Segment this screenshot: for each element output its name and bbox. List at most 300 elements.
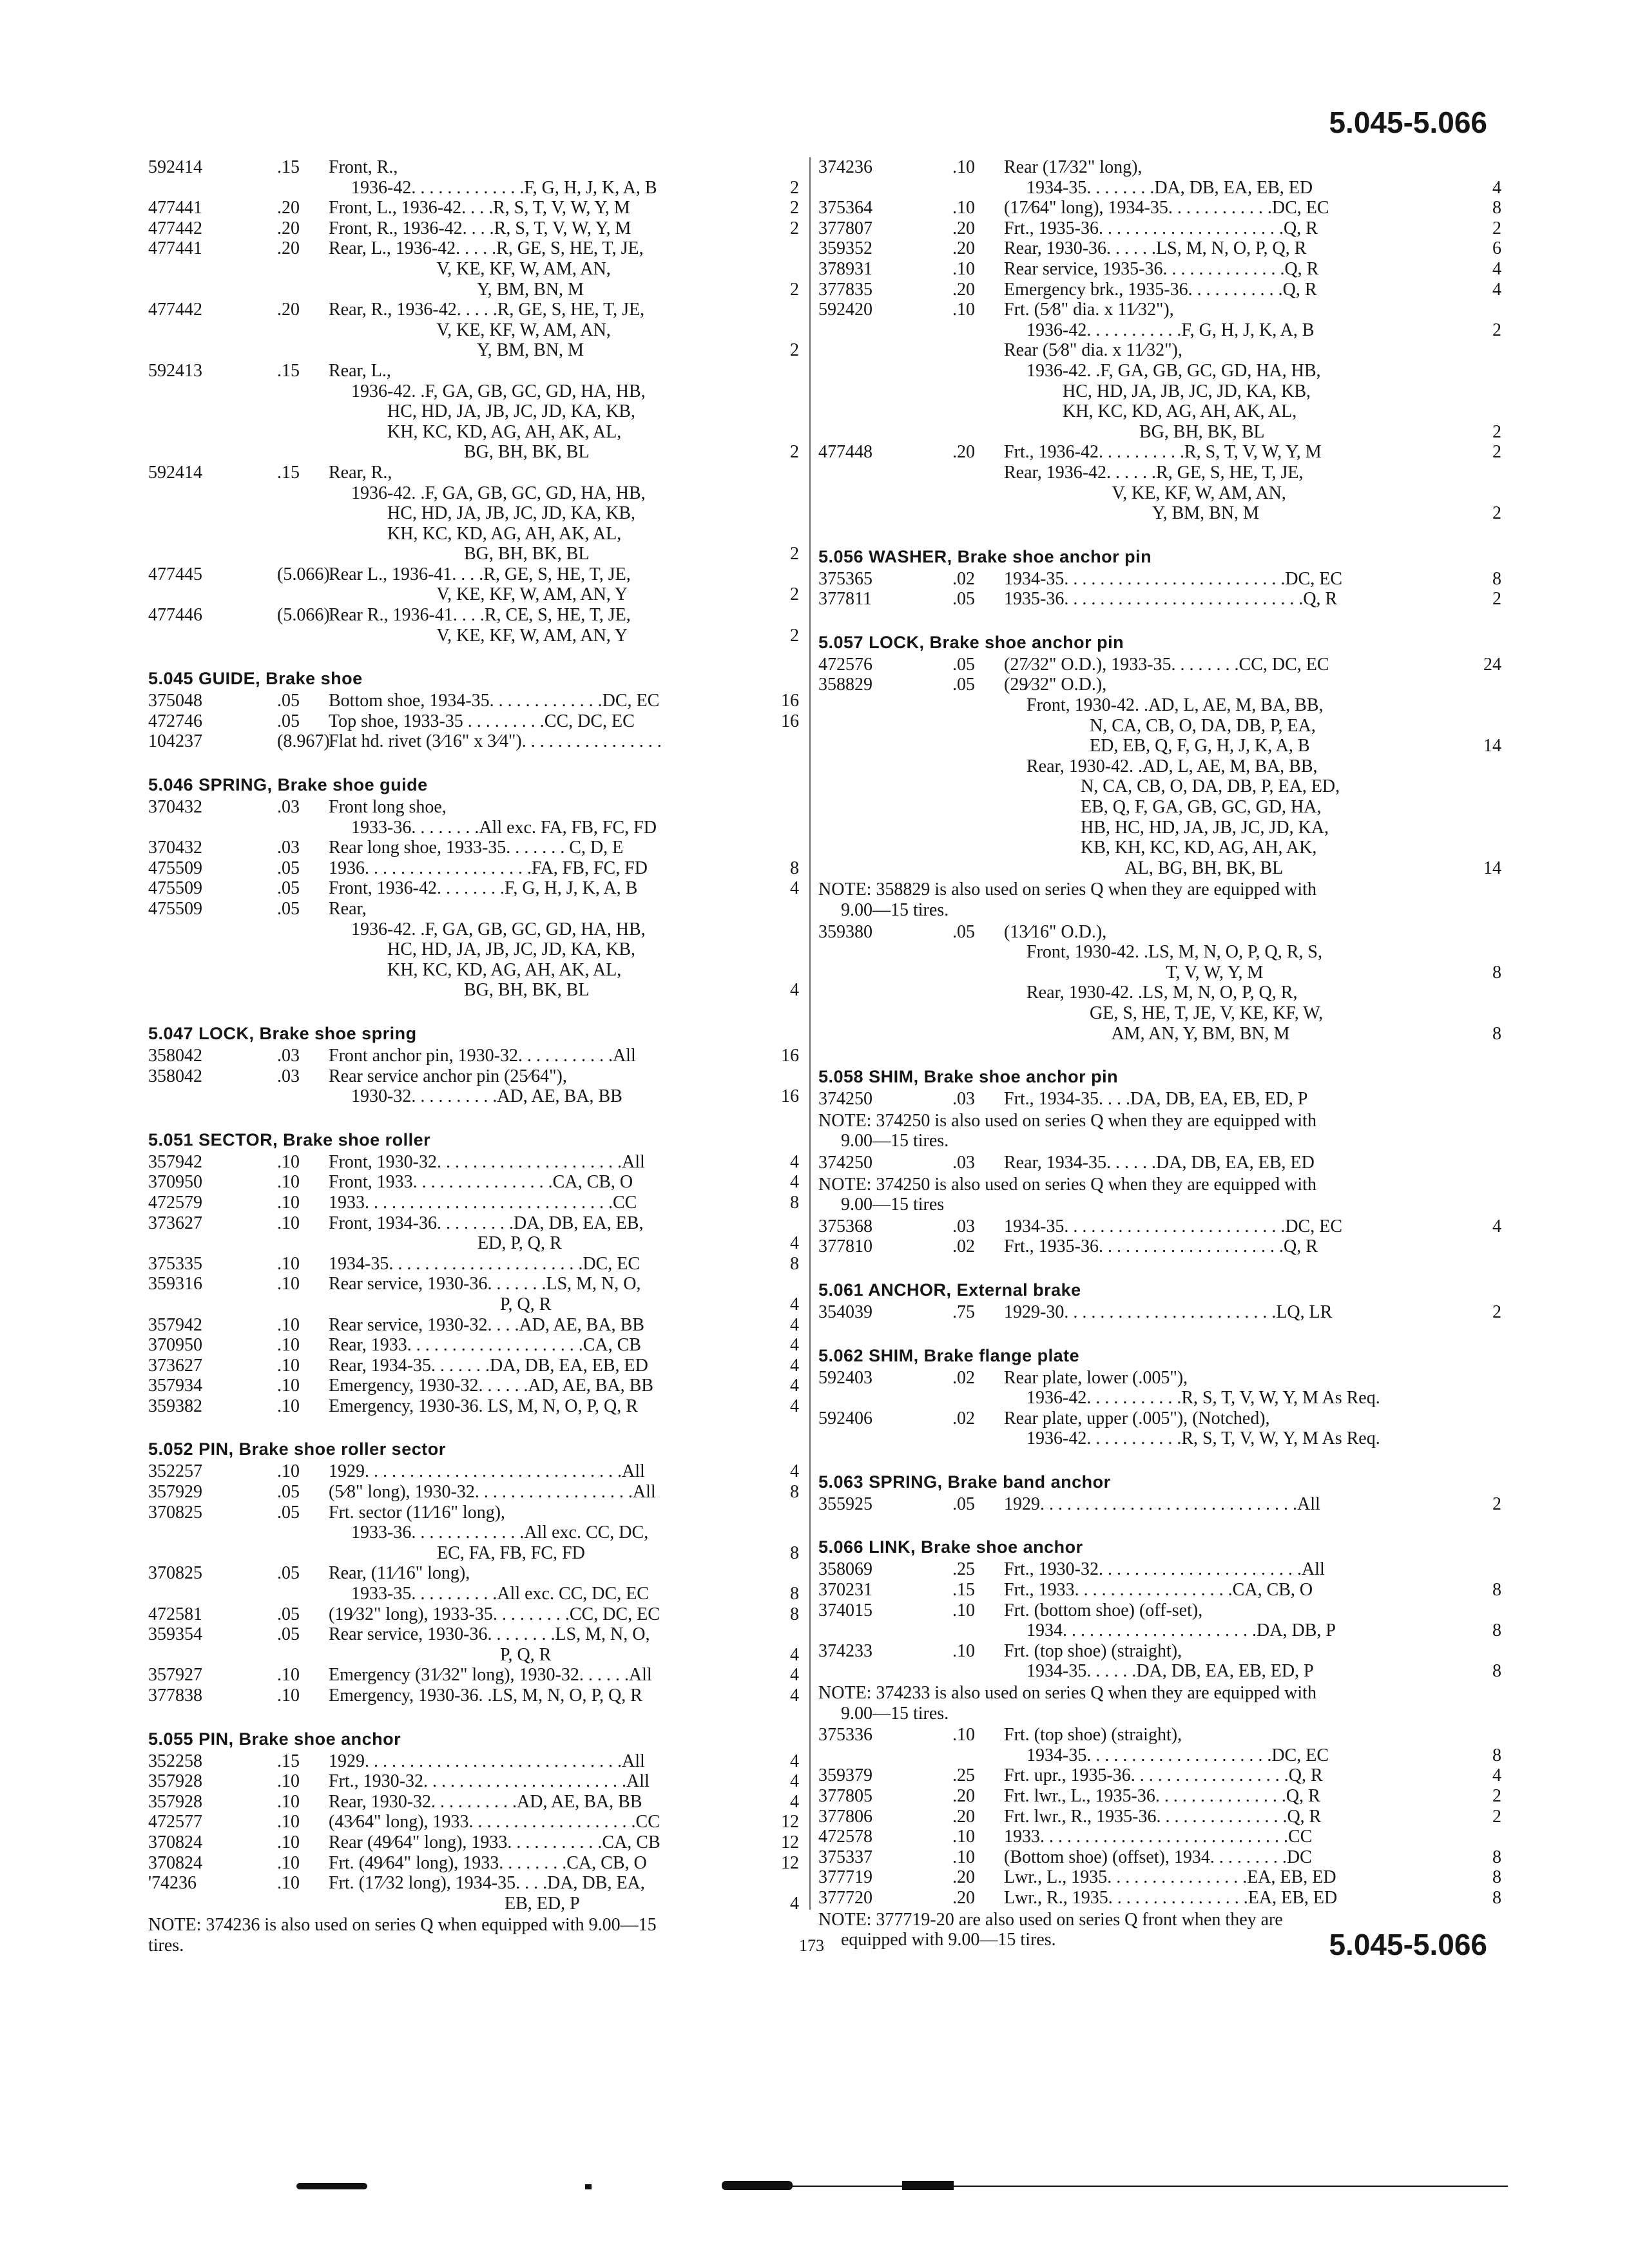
section-title: 5.051 SECTOR, Brake shoe roller	[148, 1129, 431, 1149]
part-row	[148, 858, 799, 879]
part-price: .05	[277, 1502, 300, 1523]
part-price: .10	[277, 1665, 300, 1686]
part-row	[818, 1216, 1501, 1237]
part-row	[148, 1172, 799, 1193]
part-quantity: 4	[1492, 258, 1501, 279]
part-description: Rear, 1930-42. .LS, M, N, O, P, Q, R, GE, S, HE, T, JE, V, KE, KF, W, AM, AN, Y, BM, BN, M	[1027, 983, 1324, 1044]
part-price: .10	[952, 1600, 975, 1620]
part-row	[148, 1771, 799, 1792]
part-row	[148, 838, 799, 858]
part-number: 477441	[148, 198, 202, 218]
part-price: .10	[952, 157, 975, 177]
part-price: .03	[277, 838, 300, 858]
part-quantity: 4	[790, 1686, 799, 1706]
part-description: Rear, R., 1936-42. . . . .R, GE, S, HE, T, JE, V, KE, KF, W, AM, AN, Y, BM, BN, M	[329, 300, 645, 361]
part-price: .05	[277, 1482, 300, 1503]
section-title: 5.045 GUIDE, Brake shoe	[148, 669, 363, 689]
part-row	[148, 157, 799, 198]
parts-section	[818, 1279, 1501, 1323]
part-number: 104237	[148, 731, 202, 752]
part-number: 378931	[818, 258, 872, 279]
part-price: .05	[952, 1494, 975, 1514]
part-number: 472578	[818, 1827, 872, 1847]
part-row	[818, 655, 1501, 675]
part-quantity: 14	[1483, 736, 1501, 756]
part-description: Lwr., R., 1935. . . . . . . . . . . . . . . .EA, EB, ED	[1004, 1887, 1338, 1908]
part-number: 374250	[818, 1089, 872, 1110]
part-price: .02	[952, 1236, 975, 1257]
part-row	[818, 1807, 1501, 1827]
part-quantity: 4	[790, 1644, 799, 1665]
part-quantity: 2	[790, 442, 799, 463]
part-description: Rear, L., 1936-42. .F, GA, GB, GC, GD, HA, HB, HC, HD, JA, JB, JC, JD, KA, KB, KH, KC, KD, AG, AH, AK, AL, BG, BH, BK, BL	[329, 360, 646, 463]
part-row	[148, 1335, 799, 1356]
part-quantity: 8	[790, 1482, 799, 1503]
part-number: 359380	[818, 921, 872, 942]
section-title: 5.056 WASHER, Brake shoe anchor pin	[818, 546, 1152, 566]
part-quantity: 4	[790, 1314, 799, 1335]
page-range-header: 5.045-5.066	[1329, 106, 1487, 139]
part-description: (27⁄32" O.D.), 1933-35. . . . . . . .CC, DC, EC	[1004, 654, 1329, 675]
part-quantity: 8	[1492, 1867, 1501, 1888]
part-quantity: 4	[1492, 1765, 1501, 1786]
part-number: 359379	[818, 1765, 872, 1786]
part-number: 357928	[148, 1771, 202, 1792]
part-number: 358069	[818, 1559, 872, 1580]
part-quantity: 14	[1483, 858, 1501, 878]
part-description: 1935-36. . . . . . . . . . . . . . . . . . . . . . . . . . .Q, R	[1004, 589, 1338, 610]
part-quantity: 4	[790, 1233, 799, 1254]
part-number: 375365	[818, 568, 872, 589]
part-number: 373627	[148, 1213, 202, 1233]
part-row	[148, 1812, 799, 1832]
part-quantity: 2	[1492, 218, 1501, 238]
part-quantity: 12	[781, 1812, 799, 1832]
part-quantity: 16	[781, 1086, 799, 1107]
part-quantity: 4	[790, 1665, 799, 1686]
part-row	[818, 1368, 1501, 1408]
column-divider	[809, 157, 811, 1910]
part-number: 377811	[818, 589, 872, 610]
part-description: Rear, L., 1936-42. . . . .R, GE, S, HE, T, JE, V, KE, KF, W, AM, AN, Y, BM, BN, M	[329, 238, 644, 300]
part-quantity: 16	[781, 711, 799, 731]
part-row	[818, 238, 1501, 259]
part-row	[818, 1408, 1501, 1449]
section-title: 5.057 LOCK, Brake shoe anchor pin	[818, 632, 1124, 652]
scan-mark	[954, 2186, 1508, 2187]
part-row	[148, 878, 799, 899]
part-price: .03	[952, 1152, 975, 1173]
part-price: (5.066)	[277, 605, 330, 626]
scan-mark	[296, 2183, 367, 2189]
part-price: (5.066)	[277, 564, 330, 584]
part-price: .10	[277, 1461, 300, 1482]
section-title: 5.063 SPRING, Brake band anchor	[818, 1472, 1111, 1492]
part-row	[818, 157, 1501, 198]
part-number: 477442	[148, 300, 202, 320]
page-number: 173	[799, 1936, 824, 1955]
part-quantity: 8	[790, 1604, 799, 1624]
part-quantity: 2	[790, 584, 799, 605]
part-number: 475509	[148, 858, 202, 878]
part-price: .20	[952, 279, 975, 300]
parts-section	[148, 668, 799, 752]
part-price: .20	[277, 300, 300, 320]
parts-section	[148, 1438, 799, 1706]
parts-section	[818, 631, 1501, 1044]
part-quantity: 2	[1492, 1806, 1501, 1827]
part-number: 475509	[148, 899, 202, 919]
part-quantity: 4	[1492, 1216, 1501, 1236]
part-description: Rear service, 1930-36. . . . . . .LS, M, N, O, P, Q, R	[329, 1274, 641, 1314]
part-description: Rear, 1936-42. . . . . .R, GE, S, HE, T, JE, V, KE, KF, W, AM, AN, Y, BM, BN, M	[1004, 462, 1304, 524]
part-quantity: 4	[790, 1791, 799, 1812]
part-number: 355925	[818, 1494, 872, 1514]
part-price: .03	[277, 797, 300, 818]
part-quantity: 12	[781, 1852, 799, 1873]
part-description: Rear, 1936-42. .F, GA, GB, GC, GD, HA, HB, HC, HD, JA, JB, JC, JD, KA, KB, KH, KC, KD, AG, AH, AK, AL, BG, BH, BK, BL	[329, 899, 646, 1001]
part-price: .10	[277, 1314, 300, 1335]
part-row	[818, 922, 1501, 983]
part-row	[818, 442, 1501, 463]
part-description: Rear, R., 1936-42. .F, GA, GB, GC, GD, HA, HB, HC, HD, JA, JB, JC, JD, KA, KB, KH, KC, KD, AG, AH, AK, AL, BG, BH, BK, BL	[329, 462, 646, 564]
part-price: (8.967)	[277, 731, 330, 752]
part-row	[148, 1503, 799, 1564]
part-number: 357929	[148, 1482, 202, 1503]
part-number: 592420	[818, 300, 872, 320]
part-price: .05	[952, 675, 975, 695]
part-quantity: 8	[1492, 962, 1501, 983]
part-description: Front, 1934-36. . . . . . . . .DA, DB, EA, EB, ED, P, Q, R	[329, 1213, 644, 1254]
part-number: 377835	[818, 279, 872, 300]
part-row	[148, 1396, 799, 1417]
part-number: 370825	[148, 1563, 202, 1584]
part-description: Frt., 1936-42. . . . . . . . . .R, S, T, V, W, Y, M	[1004, 442, 1322, 463]
part-description: (13⁄16" O.D.), Front, 1930-42. .LS, M, N, O, P, Q, R, S, T, V, W, Y, M	[1004, 921, 1322, 983]
part-quantity: 8	[1492, 198, 1501, 218]
part-price: .10	[952, 1725, 975, 1745]
part-number: 472579	[148, 1192, 202, 1213]
section-note: NOTE: 374236 is also used on series Q when equipped with 9.00—15 tires.	[148, 1915, 657, 1956]
part-row	[148, 1832, 799, 1853]
part-description: 1929. . . . . . . . . . . . . . . . . . . . . . . . . . . . .All	[1004, 1494, 1320, 1514]
part-row	[148, 797, 799, 838]
part-number: 472746	[148, 711, 202, 731]
part-quantity: 8	[790, 1542, 799, 1563]
parts-section	[818, 1345, 1501, 1449]
part-row	[148, 1853, 799, 1874]
part-description: (29⁄32" O.D.), Front, 1930-42. .AD, L, AE, M, BA, BB, N, CA, CB, O, DA, DB, P, EA, ED, EB, Q, F, G, H, J, K, A, B	[1004, 675, 1324, 756]
part-price: .05	[277, 858, 300, 878]
part-price: .15	[277, 1751, 300, 1771]
part-description: Front anchor pin, 1930-32. . . . . . . . . . .All	[329, 1045, 636, 1066]
part-quantity: 16	[781, 1045, 799, 1066]
part-row	[148, 691, 799, 711]
part-quantity: 4	[790, 1172, 799, 1193]
part-price: .10	[952, 1827, 975, 1847]
part-quantity: 8	[1492, 1847, 1501, 1867]
section-title: 5.058 SHIM, Brake shoe anchor pin	[818, 1067, 1119, 1087]
part-description: 1933. . . . . . . . . . . . . . . . . . . . . . . . . . . .CC	[1004, 1827, 1313, 1847]
part-description: Rear (5⁄8" dia. x 11⁄32"), 1936-42. .F, GA, GB, GC, GD, HA, HB, HC, HD, JA, JB, JC, JD, KA, KB, KH, KC, KD, AG, AH, AK, AL, BG, BH, BK, BL	[1004, 340, 1321, 442]
right-column	[818, 157, 1501, 1952]
part-row	[148, 463, 799, 564]
part-quantity: 2	[790, 177, 799, 198]
part-price: .10	[277, 1832, 300, 1852]
part-price: .10	[277, 1812, 300, 1832]
part-number: 358042	[148, 1066, 202, 1086]
part-number: 375048	[148, 691, 202, 711]
parts-section	[148, 774, 799, 1001]
part-number: 477441	[148, 238, 202, 259]
part-description: 1934-35. . . . . . . . . . . . . . . . . . . . . . . . .DC, EC	[1004, 568, 1342, 589]
part-quantity: 4	[1492, 177, 1501, 198]
part-row	[818, 463, 1501, 524]
part-row	[818, 340, 1501, 442]
part-number: 377838	[148, 1686, 202, 1706]
part-row	[148, 1274, 799, 1314]
part-row	[818, 1786, 1501, 1807]
section-title: 5.055 PIN, Brake shoe anchor	[148, 1729, 401, 1749]
part-description: Front, R., 1936-42. . . . . . . . . . . . .F, G, H, J, K, A, B	[329, 157, 657, 198]
part-row	[818, 1847, 1501, 1868]
part-number: 370824	[148, 1852, 202, 1873]
part-price: .20	[277, 238, 300, 259]
part-row	[818, 1302, 1501, 1323]
part-quantity: 24	[1483, 654, 1501, 675]
part-row	[148, 1356, 799, 1376]
part-row	[148, 361, 799, 463]
part-description: 1934-35. . . . . . . . . . . . . . . . . . . . . . . . .DC, EC	[1004, 1216, 1342, 1236]
part-description: Rear service, 1930-32. . . .AD, AE, BA, BB	[329, 1314, 644, 1335]
part-number: 377810	[818, 1236, 872, 1257]
part-number: 375336	[818, 1725, 872, 1745]
part-row	[148, 1792, 799, 1812]
part-quantity: 2	[1492, 1494, 1501, 1514]
part-price: .10	[277, 1253, 300, 1274]
part-price: .15	[952, 1580, 975, 1600]
parts-section	[818, 546, 1501, 610]
part-quantity: 8	[790, 858, 799, 878]
part-number: 592414	[148, 157, 202, 177]
part-price: .05	[277, 899, 300, 919]
part-row	[818, 1559, 1501, 1580]
part-row	[818, 280, 1501, 300]
part-description: Frt., 1933. . . . . . . . . . . . . . . . . .CA, CB, O	[1004, 1580, 1313, 1600]
part-description: Rear, 1934-35. . . . . . .DA, DB, EA, EB, ED	[329, 1355, 648, 1376]
part-price: .10	[952, 1847, 975, 1867]
part-row	[148, 1563, 799, 1604]
part-description: 1929-30. . . . . . . . . . . . . . . . . . . . . . . .LQ, LR	[1004, 1302, 1333, 1322]
part-quantity: 8	[1492, 1887, 1501, 1908]
part-number: 359354	[148, 1624, 202, 1645]
part-row	[148, 731, 799, 752]
part-price: .05	[277, 878, 300, 899]
part-row	[148, 1152, 799, 1173]
parts-section	[818, 1536, 1501, 1950]
part-description: Frt., 1935-36. . . . . . . . . . . . . . . . . . . . .Q, R	[1004, 1236, 1318, 1257]
part-description: (5⁄8" long), 1930-32. . . . . . . . . . . . . . . . . .All	[329, 1482, 656, 1503]
part-number: 354039	[818, 1302, 872, 1322]
part-price: .10	[952, 1640, 975, 1661]
part-number: 370432	[148, 797, 202, 818]
part-price: .05	[277, 711, 300, 731]
part-number: 477445	[148, 564, 202, 584]
part-row	[148, 1461, 799, 1482]
part-description: Emergency, 1930-36. LS, M, N, O, P, Q, R	[329, 1396, 638, 1416]
part-quantity: 2	[1492, 1786, 1501, 1806]
part-description: Rear, 1930-42. .AD, L, AE, M, BA, BB, N, CA, CB, O, DA, DB, P, EA, ED, EB, Q, F, GA, GB, GC, GD, HA, HB, HC, HD, JA, JB, JC, JD, KA, KB, KH, KC, KD, AG, AH, AK, AL, BG, BH, BK, BL	[1027, 756, 1340, 878]
part-description: Frt., 1930-32. . . . . . . . . . . . . . . . . . . . . . .All	[1004, 1559, 1325, 1580]
part-description: Front, 1936-42. . . . . . . .F, G, H, J, K, A, B	[329, 878, 638, 899]
part-number: 373627	[148, 1355, 202, 1376]
part-quantity: 4	[790, 1461, 799, 1482]
part-number: 370824	[148, 1832, 202, 1852]
part-quantity: 2	[790, 198, 799, 218]
part-number: 472577	[148, 1812, 202, 1832]
part-quantity: 2	[1492, 320, 1501, 340]
part-description: 1936. . . . . . . . . . . . . . . . . . .FA, FB, FC, FD	[329, 858, 648, 878]
part-description: Rear plate, upper (.005"), (Notched), 1936-42. . . . . . . . . . .R, S, T, V, W, Y, M As Req.	[1004, 1408, 1380, 1449]
part-quantity: 4	[790, 878, 799, 899]
part-quantity: 8	[790, 1192, 799, 1213]
part-price: .20	[952, 1867, 975, 1888]
part-price: .15	[277, 157, 300, 177]
part-row	[148, 899, 799, 1001]
part-price: .20	[952, 218, 975, 238]
part-row	[148, 238, 799, 300]
part-price: .05	[952, 589, 975, 610]
part-description: Frt. (bottom shoe) (off-set), 1934. . . . . . . . . . . . . . . . . . . . . .DA, DB, P	[1004, 1600, 1336, 1641]
part-quantity: 4	[790, 1376, 799, 1396]
part-description: Rear R., 1936-41. . . .R, CE, S, HE, T, JE, V, KE, KF, W, AM, AN, Y	[329, 605, 631, 646]
part-description: Rear service anchor pin (25⁄64"), 1930-32. . . . . . . . . .AD, AE, BA, BB	[329, 1066, 622, 1107]
parts-section	[148, 1023, 799, 1107]
part-price: .03	[952, 1089, 975, 1110]
part-description: Front, R., 1936-42. . . .R, S, T, V, W, Y, M	[329, 218, 631, 238]
section-note: NOTE: 358829 is also used on series Q when they are equipped with 9.00—15 tires.	[818, 879, 1316, 920]
part-row	[148, 1046, 799, 1066]
parts-section	[148, 1728, 799, 1956]
part-quantity: 4	[790, 1335, 799, 1356]
part-quantity: 4	[790, 1151, 799, 1172]
part-row	[818, 300, 1501, 340]
section-note: NOTE: 374250 is also used on series Q when they are equipped with 9.00—15 tires.	[818, 1110, 1316, 1151]
part-number: 377719	[818, 1867, 872, 1888]
part-quantity: 2	[790, 279, 799, 300]
part-row	[818, 1236, 1501, 1257]
part-description: Frt., 1934-35. . . .DA, DB, EA, EB, ED, P	[1004, 1089, 1308, 1110]
part-number: 477448	[818, 442, 872, 463]
part-number: 359382	[148, 1396, 202, 1416]
part-quantity: 8	[790, 1584, 799, 1604]
part-description: Frt. (49⁄64" long), 1933. . . . . . . .CA, CB, O	[329, 1852, 647, 1873]
part-description: Rear service, 1930-36. . . . . . . .LS, M, N, O, P, Q, R	[329, 1624, 650, 1665]
part-description: Rear plate, lower (.005"), 1936-42. . . . . . . . . . .R, S, T, V, W, Y, M As Req.	[1004, 1367, 1380, 1408]
part-price: .02	[952, 1408, 975, 1428]
part-number: 370231	[818, 1580, 872, 1600]
part-description: Frt. (top shoe) (straight), 1934-35. . . . . .DA, DB, EA, EB, ED, P	[1004, 1640, 1314, 1682]
part-price: .10	[952, 198, 975, 218]
part-description: Rear service, 1935-36. . . . . . . . . . . . . .Q, R	[1004, 258, 1319, 279]
part-price: .03	[952, 1216, 975, 1236]
part-quantity: 8	[1492, 568, 1501, 589]
part-description: (17⁄64" long), 1934-35. . . . . . . . . . . .DC, EC	[1004, 198, 1329, 218]
part-description: Frt., 1930-32. . . . . . . . . . . . . . . . . . . . . . .All	[329, 1771, 650, 1792]
part-row	[818, 1600, 1501, 1641]
parts-section	[818, 1471, 1501, 1515]
part-row	[148, 1751, 799, 1772]
part-description: Emergency, 1930-32. . . . . .AD, AE, BA, BB	[329, 1376, 653, 1396]
part-quantity: 4	[790, 980, 799, 1001]
part-number: 375337	[818, 1847, 872, 1867]
part-price: .05	[952, 921, 975, 942]
part-description: Rear, (11⁄16" long), 1933-35. . . . . . . . . .All exc. CC, DC, EC	[329, 1563, 649, 1604]
part-row	[818, 1725, 1501, 1765]
part-quantity: 2	[1492, 1302, 1501, 1322]
part-price: .10	[277, 1213, 300, 1233]
part-price: .15	[277, 360, 300, 381]
part-row	[818, 756, 1501, 879]
part-number: 358829	[818, 675, 872, 695]
part-price: .20	[952, 1806, 975, 1827]
part-price: .20	[277, 198, 300, 218]
part-price: .10	[277, 1274, 300, 1294]
part-description: Frt. upr., 1935-36. . . . . . . . . . . . . . . . . .Q, R	[1004, 1765, 1323, 1786]
part-price: .20	[952, 1887, 975, 1908]
part-description: Emergency brk., 1935-36. . . . . . . . . . .Q, R	[1004, 279, 1317, 300]
part-price: .02	[952, 568, 975, 589]
section-note: NOTE: 374233 is also used on series Q when they are equipped with 9.00—15 tires.	[818, 1683, 1316, 1724]
part-description: 1929. . . . . . . . . . . . . . . . . . . . . . . . . . . . .All	[329, 1461, 645, 1482]
part-number: 472581	[148, 1604, 202, 1624]
section-title: 5.061 ANCHOR, External brake	[818, 1280, 1081, 1300]
part-number: 357942	[148, 1314, 202, 1335]
part-description: Rear, 1930-32. . . . . . . . . .AD, AE, BA, BB	[329, 1791, 642, 1812]
part-number: 370432	[148, 838, 202, 858]
part-number: 359352	[818, 238, 872, 259]
part-price: .10	[277, 1335, 300, 1356]
part-description: (19⁄32" long), 1933-35. . . . . . . . .CC, DC, EC	[329, 1604, 660, 1624]
part-quantity: 2	[1492, 442, 1501, 463]
part-price: .25	[952, 1765, 975, 1786]
part-quantity: 4	[790, 1396, 799, 1416]
part-number: 374233	[818, 1640, 872, 1661]
part-price: .20	[952, 442, 975, 463]
part-row	[818, 589, 1501, 610]
part-quantity: 2	[1492, 503, 1501, 524]
section-title: 5.066 LINK, Brake shoe anchor	[818, 1537, 1083, 1557]
part-price: .10	[277, 1151, 300, 1172]
part-price: .03	[277, 1066, 300, 1086]
part-quantity: 4	[790, 1751, 799, 1771]
part-price: .10	[277, 1396, 300, 1416]
part-row	[148, 1066, 799, 1107]
part-description: 1933. . . . . . . . . . . . . . . . . . . . . . . . . . . .CC	[329, 1192, 637, 1213]
section-title: 5.052 PIN, Brake shoe roller sector	[148, 1439, 446, 1459]
section-note: NOTE: 377719-20 are also used on series Q front when they are equipped with 9.00—15 tires.	[818, 1909, 1283, 1950]
part-quantity: 4	[790, 1294, 799, 1314]
part-price: .05	[277, 691, 300, 711]
part-price: .05	[277, 1624, 300, 1645]
part-number: 370950	[148, 1335, 202, 1356]
part-description: Front, 1933. . . . . . . . . . . . . . . .CA, CB, O	[329, 1172, 633, 1193]
part-description: Rear (49⁄64" long), 1933. . . . . . . . . . .CA, CB	[329, 1832, 660, 1852]
left-column	[148, 157, 799, 1957]
part-quantity: 8	[1492, 1745, 1501, 1765]
part-row	[818, 675, 1501, 756]
part-price: .25	[952, 1559, 975, 1580]
